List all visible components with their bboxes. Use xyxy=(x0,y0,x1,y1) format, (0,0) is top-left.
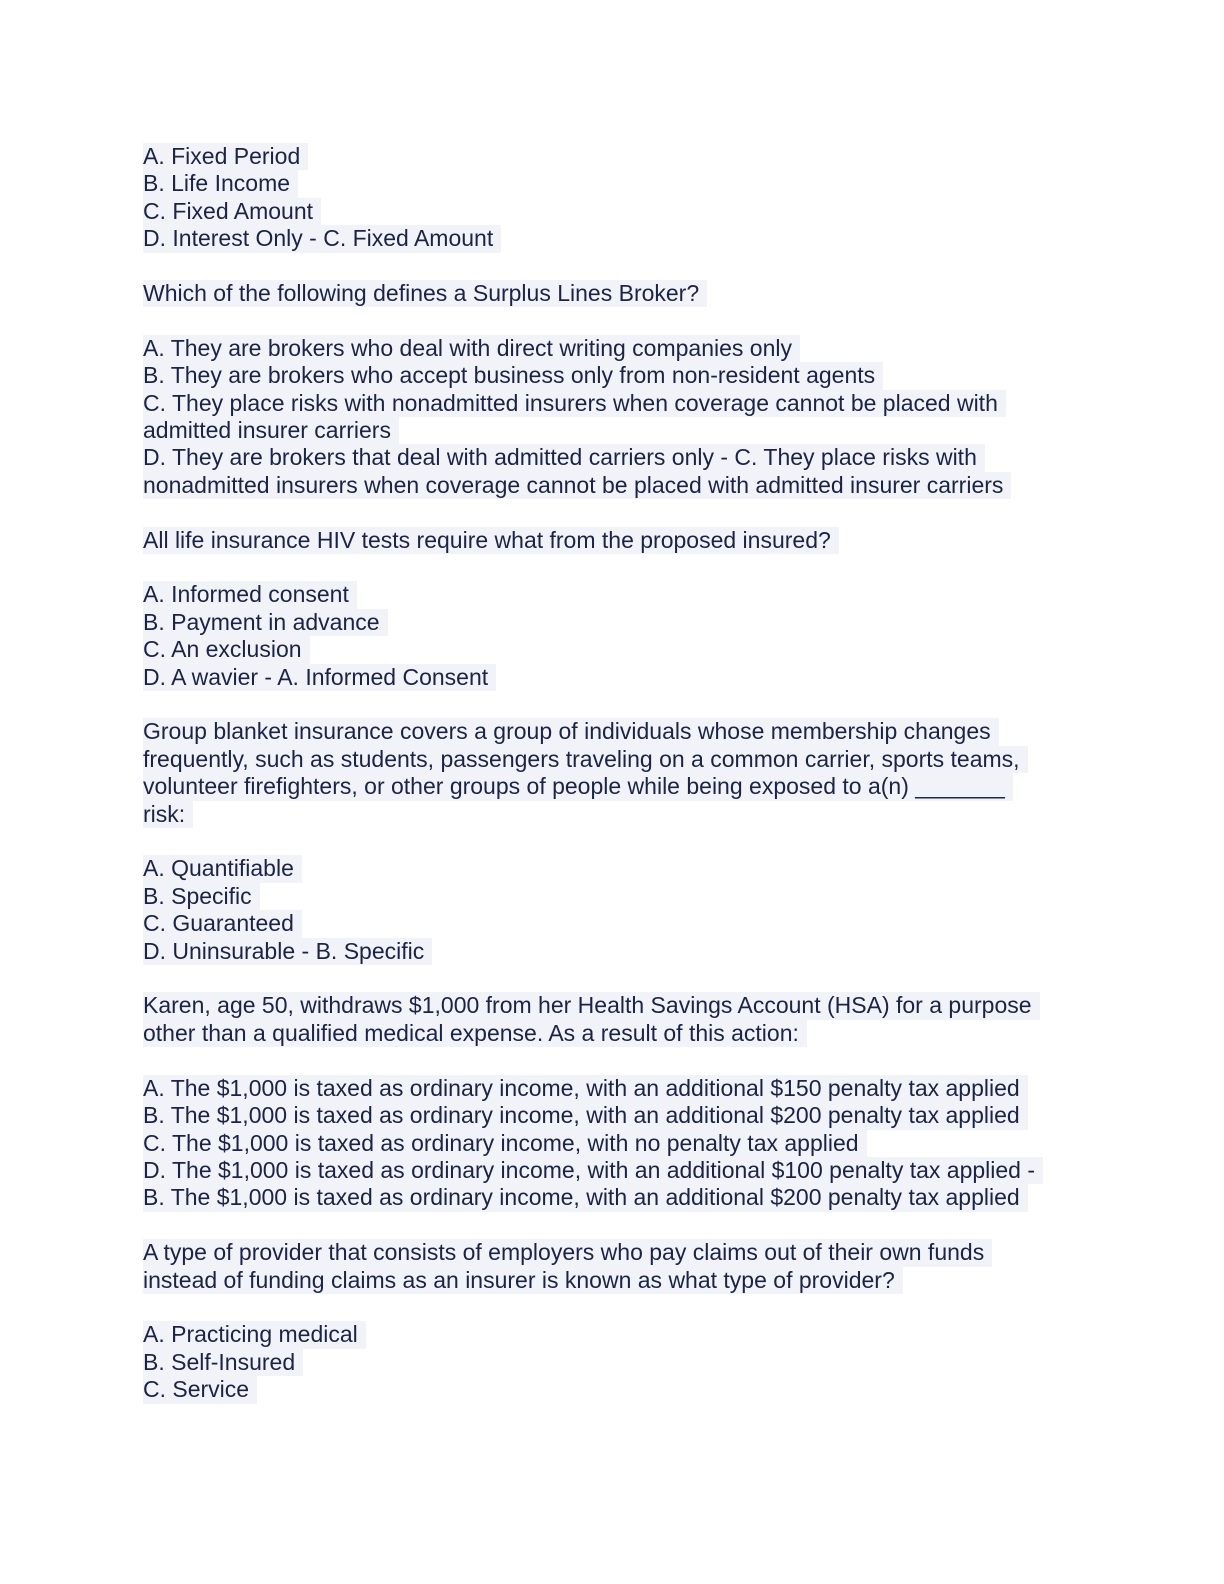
question-block xyxy=(143,1239,1083,1294)
question-line: Karen, age 50, withdraws $1,000 from her Health Savings Account (HSA) for a purpose xyxy=(143,992,1040,1019)
option-line: C. They place risks with nonadmitted insurers when coverage cannot be placed with xyxy=(143,390,1006,417)
paragraph-gap xyxy=(143,499,1083,526)
option-line: A. They are brokers who deal with direct writing companies only xyxy=(143,335,800,362)
option-line: nonadmitted insurers when coverage cannot be placed with admitted insurer carriers xyxy=(143,472,1011,499)
option-line: A. Fixed Period xyxy=(143,143,308,170)
option-line: B. The $1,000 is taxed as ordinary income, with an additional $200 penalty tax applied xyxy=(143,1184,1028,1211)
option-line: C. Service xyxy=(143,1376,257,1403)
option-line: A. Practicing medical xyxy=(143,1321,366,1348)
option-line: B. The $1,000 is taxed as ordinary income, with an additional $200 penalty tax applied xyxy=(143,1102,1028,1129)
paragraph-gap xyxy=(143,1212,1083,1239)
question-line: instead of funding claims as an insurer is known as what type of provider? xyxy=(143,1267,903,1294)
option-line: B. Self-Insured xyxy=(143,1349,303,1376)
paragraph-gap xyxy=(143,691,1083,718)
paragraph-gap xyxy=(143,307,1083,334)
option-line: C. The $1,000 is taxed as ordinary income, with no penalty tax applied xyxy=(143,1130,867,1157)
question-block xyxy=(143,527,1083,554)
question-block xyxy=(143,992,1083,1047)
options-block xyxy=(143,855,1083,965)
paragraph-gap xyxy=(143,965,1083,992)
option-line: A. The $1,000 is taxed as ordinary income, with an additional $150 penalty tax applied xyxy=(143,1075,1028,1102)
option-line: D. Interest Only - C. Fixed Amount xyxy=(143,225,501,252)
option-line: C. Guaranteed xyxy=(143,910,302,937)
option-line: D. A wavier - A. Informed Consent xyxy=(143,664,496,691)
question-line: All life insurance HIV tests require what from the proposed insured? xyxy=(143,527,839,554)
options-block xyxy=(143,335,1083,499)
options-block xyxy=(143,143,1083,253)
option-line: C. Fixed Amount xyxy=(143,198,321,225)
paragraph-gap xyxy=(143,1047,1083,1074)
question-line: Group blanket insurance covers a group of individuals whose membership changes xyxy=(143,718,999,745)
question-block xyxy=(143,280,1083,307)
options-block xyxy=(143,1321,1083,1403)
document-text xyxy=(143,143,1083,1404)
option-line: C. An exclusion xyxy=(143,636,310,663)
question-line: Which of the following defines a Surplus Lines Broker? xyxy=(143,280,707,307)
paragraph-gap xyxy=(143,554,1083,581)
option-line: B. Life Income xyxy=(143,170,298,197)
option-line: B. Payment in advance xyxy=(143,609,388,636)
paragraph-gap xyxy=(143,1294,1083,1321)
question-line: volunteer firefighters, or other groups of people while being exposed to a(n) _______ xyxy=(143,773,1013,800)
option-line: B. Specific xyxy=(143,883,260,910)
paragraph-gap xyxy=(143,253,1083,280)
option-line: admitted insurer carriers xyxy=(143,417,399,444)
question-line: A type of provider that consists of employers who pay claims out of their own funds xyxy=(143,1239,992,1266)
option-line: A. Informed consent xyxy=(143,581,357,608)
option-line: B. They are brokers who accept business only from non-resident agents xyxy=(143,362,883,389)
option-line: D. The $1,000 is taxed as ordinary income, with an additional $100 penalty tax applied - xyxy=(143,1157,1043,1184)
options-block xyxy=(143,581,1083,691)
paragraph-gap xyxy=(143,828,1083,855)
options-block xyxy=(143,1075,1083,1212)
option-line: D. They are brokers that deal with admitted carriers only - C. They place risks with xyxy=(143,444,985,471)
option-line: A. Quantifiable xyxy=(143,855,302,882)
option-line: D. Uninsurable - B. Specific xyxy=(143,938,432,965)
question-line: other than a qualified medical expense. As a result of this action: xyxy=(143,1020,807,1047)
question-line: risk: xyxy=(143,801,193,828)
question-line: frequently, such as students, passengers traveling on a common carrier, sports teams, xyxy=(143,746,1028,773)
question-block xyxy=(143,718,1083,828)
